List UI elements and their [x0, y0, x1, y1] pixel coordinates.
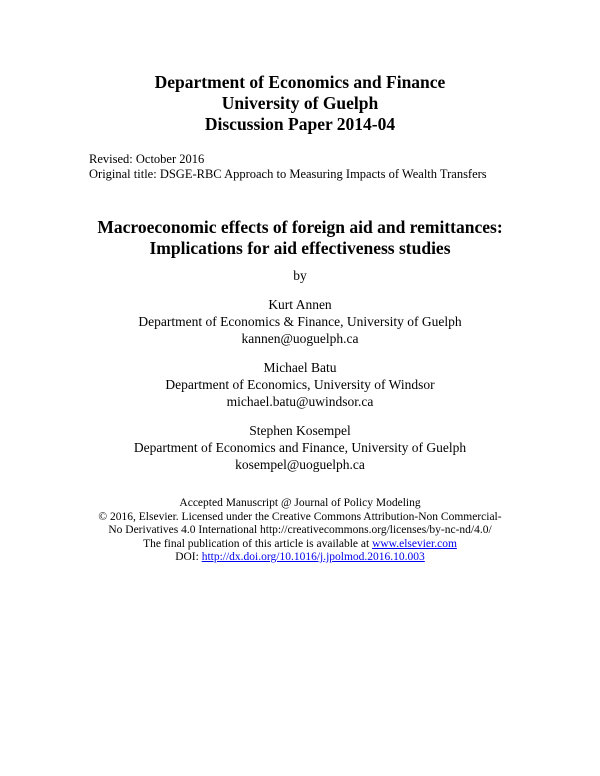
final-publication-prefix: The final publication of this article is available at: [143, 537, 373, 550]
report-header: [0, 72, 600, 135]
author-email: michael.batu@uwindsor.ca: [226, 394, 374, 409]
revised-date: Revised: October 2016: [89, 152, 205, 166]
license-line-2: No Derivatives 4.0 International http://creativecommons.org/licenses/by-nc-nd/4.0/: [108, 524, 492, 536]
author-email: kosempel@uoguelph.ca: [235, 457, 365, 472]
author-affiliation: Department of Economics, University of Windsor: [165, 377, 435, 392]
accepted-manuscript-note: Accepted Manuscript @ Journal of Policy Modeling: [179, 497, 421, 509]
author-affiliation: Department of Economics & Finance, University of Guelph: [138, 314, 462, 329]
author-block: [0, 422, 600, 473]
author-name: Kurt Annen: [268, 297, 332, 312]
by-label: by: [293, 268, 307, 283]
paper-title: [0, 217, 600, 259]
university-name: University of Guelph: [221, 93, 379, 113]
doi-line: [0, 551, 600, 565]
paper-title-line-2: Implications for aid effectiveness studies: [149, 238, 451, 258]
doi-link[interactable]: http://dx.doi.org/10.1016/j.jpolmod.2016.10.003: [201, 551, 425, 563]
discussion-paper-number: Discussion Paper 2014-04: [204, 114, 396, 134]
author-block: [0, 296, 600, 347]
final-publication-line: [0, 538, 600, 552]
publication-notice: [0, 497, 600, 565]
author-name: Michael Batu: [263, 360, 337, 375]
elsevier-link[interactable]: www.elsevier.com: [372, 537, 457, 550]
author-affiliation: Department of Economics and Finance, University of Guelph: [133, 440, 467, 455]
revision-info: [89, 152, 487, 182]
author-email: kannen@uoguelph.ca: [241, 331, 359, 346]
license-line-1: © 2016, Elsevier. Licensed under the Creative Commons Attribution-Non Commercial-: [98, 510, 502, 523]
doi-prefix: DOI:: [175, 551, 202, 563]
paper-title-line-1: Macroeconomic effects of foreign aid and remittances:: [97, 217, 503, 237]
original-title: Original title: DSGE-RBC Approach to Measuring Impacts of Wealth Transfers: [89, 167, 487, 181]
department-name: Department of Economics and Finance: [154, 72, 446, 92]
author-block: [0, 359, 600, 410]
author-name: Stephen Kosempel: [249, 423, 351, 438]
